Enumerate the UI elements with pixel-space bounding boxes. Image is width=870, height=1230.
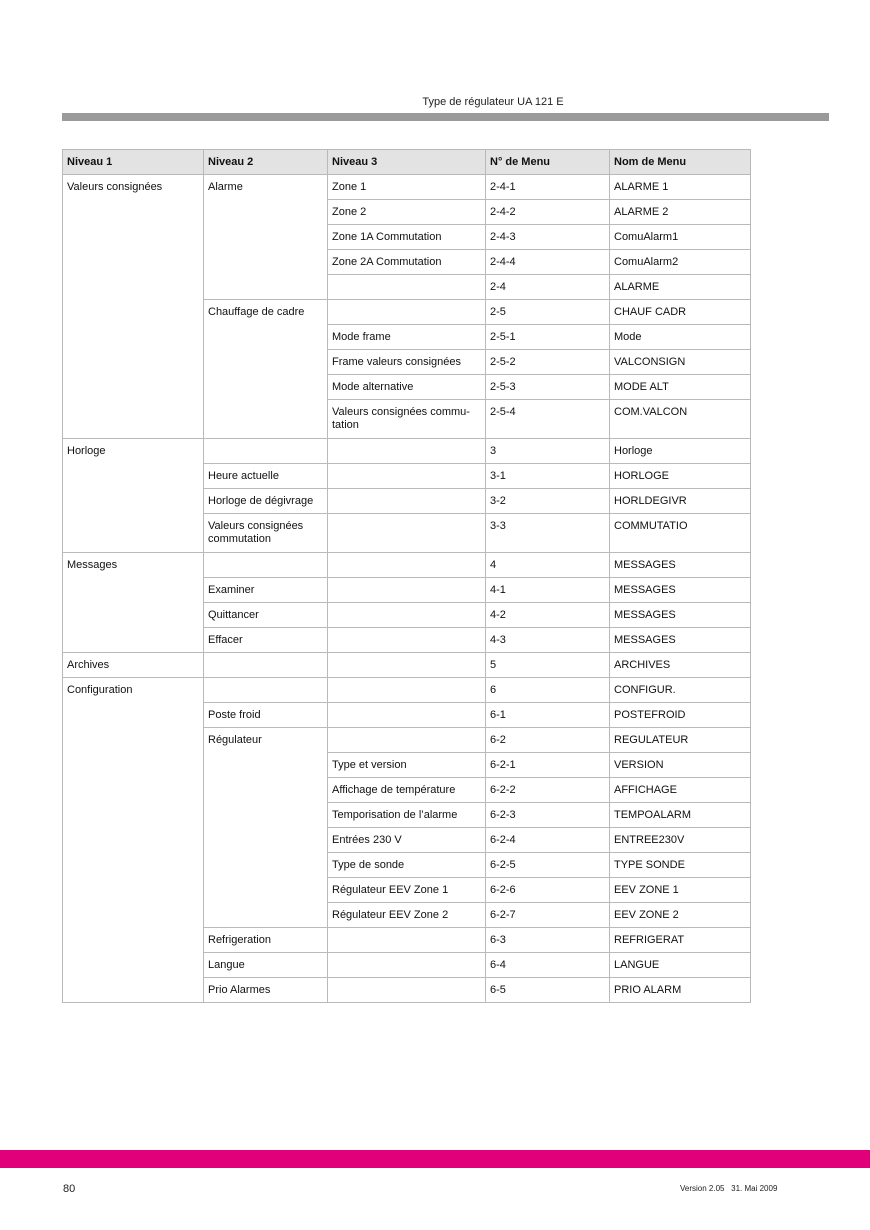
cell-niveau-3: Régulateur EEV Zone 1 <box>328 878 486 903</box>
cell-niveau-1: Configuration <box>63 678 204 1003</box>
cell-menu-name: EEV ZONE 1 <box>610 878 751 903</box>
column-header: Niveau 3 <box>328 150 486 175</box>
cell-menu-name: REGULATEUR <box>610 728 751 753</box>
cell-menu-name: COMMUTATIO <box>610 514 751 553</box>
cell-niveau-2: Alarme <box>204 175 328 300</box>
cell-niveau-3: Affichage de température <box>328 778 486 803</box>
column-header: Niveau 1 <box>63 150 204 175</box>
cell-menu-number: 5 <box>486 653 610 678</box>
cell-niveau-3 <box>328 514 486 553</box>
cell-niveau-2 <box>204 553 328 578</box>
cell-menu-number: 2-5-3 <box>486 375 610 400</box>
cell-menu-number: 3-2 <box>486 489 610 514</box>
cell-niveau-3 <box>328 578 486 603</box>
cell-niveau-3: Frame valeurs consignées <box>328 350 486 375</box>
cell-niveau-2: Valeurs consignées commutation <box>204 514 328 553</box>
cell-menu-name: CONFIGUR. <box>610 678 751 703</box>
cell-niveau-3: Zone 1A Commutation <box>328 225 486 250</box>
cell-menu-name: ALARME 1 <box>610 175 751 200</box>
cell-niveau-3 <box>328 300 486 325</box>
cell-niveau-3 <box>328 553 486 578</box>
cell-menu-number: 6-2-6 <box>486 878 610 903</box>
cell-niveau-2: Langue <box>204 953 328 978</box>
cell-menu-name: MESSAGES <box>610 628 751 653</box>
cell-menu-name: ALARME 2 <box>610 200 751 225</box>
cell-menu-number: 2-4-3 <box>486 225 610 250</box>
cell-niveau-1: Valeurs consignées <box>63 175 204 439</box>
cell-niveau-3 <box>328 489 486 514</box>
cell-menu-number: 6-2-5 <box>486 853 610 878</box>
cell-menu-name: ComuAlarm2 <box>610 250 751 275</box>
cell-niveau-3 <box>328 953 486 978</box>
cell-menu-number: 2-4-1 <box>486 175 610 200</box>
cell-menu-number: 3-3 <box>486 514 610 553</box>
cell-niveau-3: Temporisation de l’alarme <box>328 803 486 828</box>
cell-menu-number: 6-4 <box>486 953 610 978</box>
table-row <box>63 175 751 200</box>
cell-niveau-3: Régulateur EEV Zone 2 <box>328 903 486 928</box>
cell-niveau-3 <box>328 678 486 703</box>
cell-niveau-1: Messages <box>63 553 204 653</box>
cell-niveau-3: Mode alternative <box>328 375 486 400</box>
table-row <box>63 439 751 464</box>
cell-menu-number: 6-3 <box>486 928 610 953</box>
cell-niveau-3: Zone 1 <box>328 175 486 200</box>
cell-menu-number: 4-2 <box>486 603 610 628</box>
cell-menu-name: EEV ZONE 2 <box>610 903 751 928</box>
cell-niveau-2: Régulateur <box>204 728 328 928</box>
cell-niveau-1: Archives <box>63 653 204 678</box>
cell-menu-number: 4-1 <box>486 578 610 603</box>
cell-menu-name: Mode <box>610 325 751 350</box>
column-header: Niveau 2 <box>204 150 328 175</box>
cell-menu-name: ALARME <box>610 275 751 300</box>
cell-menu-number: 6-2-2 <box>486 778 610 803</box>
cell-niveau-3: Entrées 230 V <box>328 828 486 853</box>
cell-menu-number: 2-5 <box>486 300 610 325</box>
cell-menu-name: MESSAGES <box>610 603 751 628</box>
cell-niveau-3 <box>328 728 486 753</box>
cell-niveau-2: Examiner <box>204 578 328 603</box>
cell-menu-name: COM.VALCON <box>610 400 751 439</box>
cell-niveau-3 <box>328 439 486 464</box>
cell-menu-number: 4-3 <box>486 628 610 653</box>
cell-menu-number: 2-5-4 <box>486 400 610 439</box>
cell-niveau-2 <box>204 439 328 464</box>
header-rule <box>62 113 829 121</box>
table-header-row <box>63 150 751 175</box>
cell-niveau-3 <box>328 464 486 489</box>
cell-niveau-2: Poste froid <box>204 703 328 728</box>
cell-menu-number: 6-1 <box>486 703 610 728</box>
table-row <box>63 653 751 678</box>
table-body <box>63 175 751 1003</box>
cell-menu-name: POSTEFROID <box>610 703 751 728</box>
version-info: Version 2.05 31. Mai 2009 <box>680 1184 778 1193</box>
cell-menu-name: LANGUE <box>610 953 751 978</box>
table-row <box>63 553 751 578</box>
cell-niveau-2: Heure actuelle <box>204 464 328 489</box>
cell-niveau-3 <box>328 978 486 1003</box>
cell-niveau-3 <box>328 275 486 300</box>
cell-menu-number: 6-2-7 <box>486 903 610 928</box>
cell-menu-number: 4 <box>486 553 610 578</box>
cell-menu-number: 6-5 <box>486 978 610 1003</box>
cell-menu-name: VERSION <box>610 753 751 778</box>
table-row <box>63 678 751 703</box>
cell-menu-name: HORLDEGIVR <box>610 489 751 514</box>
cell-menu-name: TEMPOALARM <box>610 803 751 828</box>
cell-niveau-2: Prio Alarmes <box>204 978 328 1003</box>
cell-niveau-3: Zone 2 <box>328 200 486 225</box>
cell-niveau-3 <box>328 928 486 953</box>
cell-menu-name: ARCHIVES <box>610 653 751 678</box>
page-header-title: Type de régulateur UA 121 E <box>422 96 564 108</box>
cell-menu-number: 2-5-1 <box>486 325 610 350</box>
cell-menu-name: REFRIGERAT <box>610 928 751 953</box>
cell-menu-number: 2-4-4 <box>486 250 610 275</box>
cell-niveau-2 <box>204 653 328 678</box>
cell-menu-name: MODE ALT <box>610 375 751 400</box>
cell-menu-number: 6-2-3 <box>486 803 610 828</box>
cell-menu-number: 3 <box>486 439 610 464</box>
cell-niveau-2: Refrigeration <box>204 928 328 953</box>
cell-menu-name: PRIO ALARM <box>610 978 751 1003</box>
cell-niveau-1: Horloge <box>63 439 204 553</box>
menu-structure-table <box>62 149 751 1003</box>
cell-menu-name: TYPE SONDE <box>610 853 751 878</box>
cell-niveau-3: Valeurs consignées commu-tation <box>328 400 486 439</box>
cell-menu-name: Horloge <box>610 439 751 464</box>
cell-menu-name: CHAUF CADR <box>610 300 751 325</box>
cell-menu-name: HORLOGE <box>610 464 751 489</box>
column-header: N° de Menu <box>486 150 610 175</box>
page-number: 80 <box>63 1183 76 1195</box>
cell-menu-number: 2-5-2 <box>486 350 610 375</box>
cell-menu-number: 3-1 <box>486 464 610 489</box>
cell-menu-name: VALCONSIGN <box>610 350 751 375</box>
cell-niveau-3: Type de sonde <box>328 853 486 878</box>
cell-menu-name: AFFICHAGE <box>610 778 751 803</box>
column-header: Nom de Menu <box>610 150 751 175</box>
cell-niveau-2: Horloge de dégivrage <box>204 489 328 514</box>
cell-niveau-2: Quittancer <box>204 603 328 628</box>
cell-menu-number: 6-2-4 <box>486 828 610 853</box>
cell-niveau-3: Zone 2A Commutation <box>328 250 486 275</box>
cell-niveau-3 <box>328 603 486 628</box>
cell-niveau-3 <box>328 628 486 653</box>
cell-menu-name: MESSAGES <box>610 578 751 603</box>
cell-menu-number: 6-2 <box>486 728 610 753</box>
cell-niveau-2: Effacer <box>204 628 328 653</box>
cell-niveau-3: Type et version <box>328 753 486 778</box>
cell-menu-name: ComuAlarm1 <box>610 225 751 250</box>
cell-niveau-3: Mode frame <box>328 325 486 350</box>
cell-niveau-2: Chauffage de cadre <box>204 300 328 439</box>
cell-menu-number: 2-4 <box>486 275 610 300</box>
cell-niveau-3 <box>328 703 486 728</box>
cell-menu-number: 6 <box>486 678 610 703</box>
cell-menu-number: 2-4-2 <box>486 200 610 225</box>
cell-menu-number: 6-2-1 <box>486 753 610 778</box>
cell-menu-name: ENTREE230V <box>610 828 751 853</box>
cell-niveau-3 <box>328 653 486 678</box>
cell-niveau-2 <box>204 678 328 703</box>
footer-accent-bar <box>0 1150 870 1168</box>
cell-menu-name: MESSAGES <box>610 553 751 578</box>
